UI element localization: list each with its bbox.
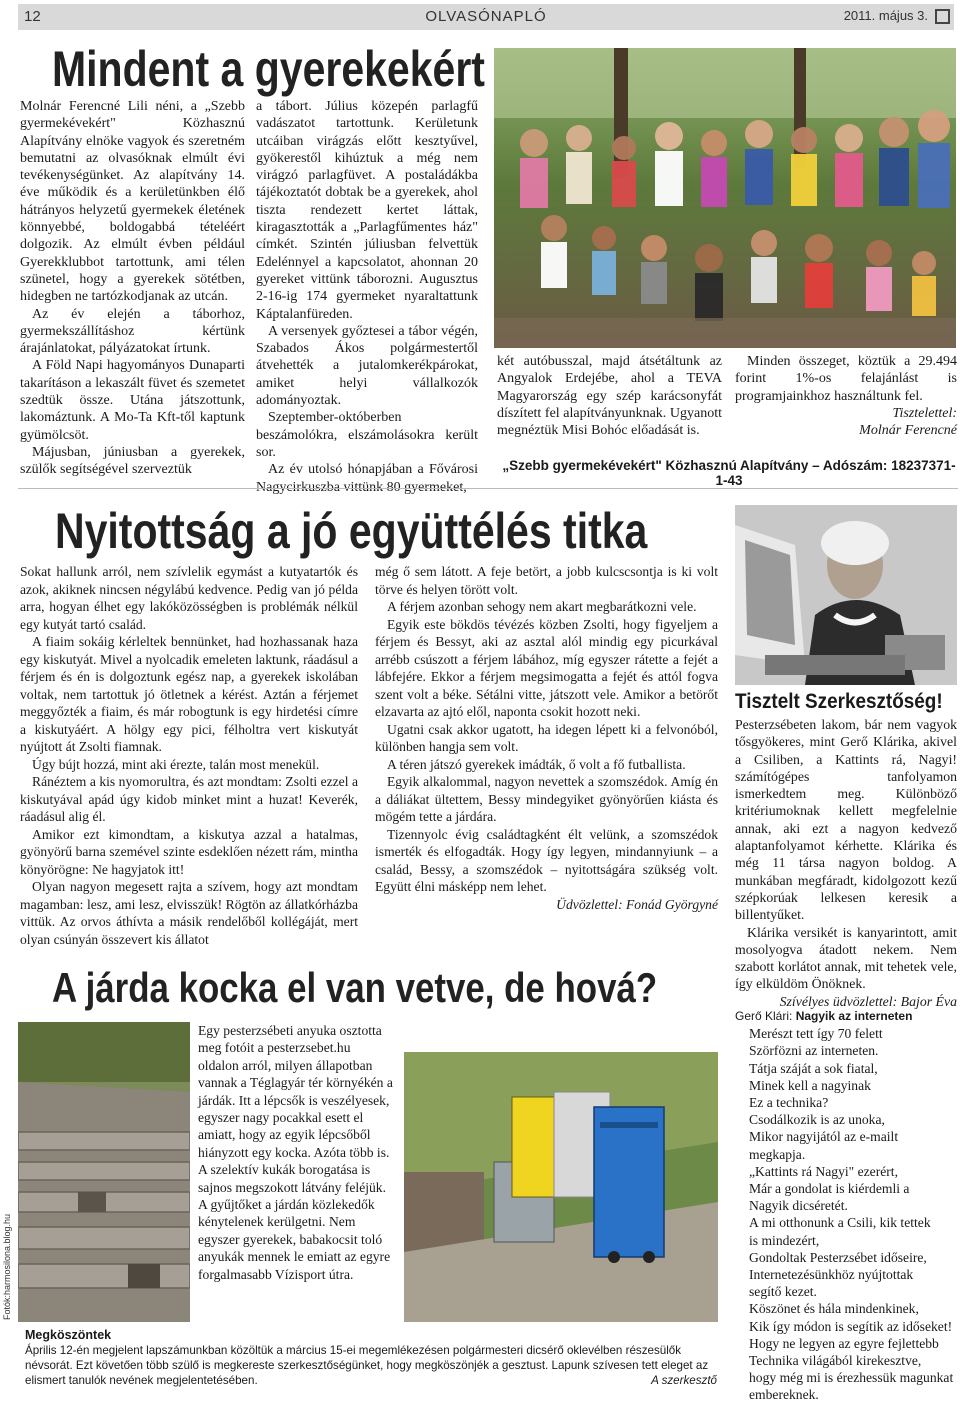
page-number: 12 <box>24 8 41 25</box>
poem-line: is mindezért, <box>749 1232 820 1248</box>
elderly-woman-computer-photo <box>735 505 957 685</box>
article2-paragraph: Ránéztem a kis nyomorultra, és azt mondtam: Zsolti ezzel a kiskutyával apád úgy kidob minket mint a huzat! Keverék, ráadásul alig él. <box>20 774 358 824</box>
poem-line: Ez a technika? <box>749 1095 829 1111</box>
poem-line: „Kattints rá Nagyi" ezerért, <box>749 1163 898 1179</box>
article2-signature: Üdvözlettel: Fonád Györgyné <box>556 896 718 912</box>
article1-signature-line1: Tisztelettel: <box>892 405 957 421</box>
thanks-box <box>25 1328 717 1388</box>
section-divider <box>18 488 958 489</box>
article1-col4 <box>735 353 957 439</box>
article1-paragraph: A Föld Napi hagyományos Dunaparti takarításon a lekaszált füvet és szemetet szedtük össze. Utána játszottunk, lakomáztunk. A Mo-Ta Kft-től kaptunk gyümölcsöt. <box>20 358 245 443</box>
article1-paragraph: Minden összeget, köztük a 29.494 forint 1%-os felajánlást is programjainkhoz használtunk fel. <box>735 354 957 404</box>
article2-paragraph: még ő sem látott. A feje betört, a jobb kulcscsontja is ki volt törve és helyen törött volt. <box>375 564 718 597</box>
poem-line: Nagyik dicséretét. <box>749 1198 848 1214</box>
poem-line: Szörfözni az interneten. <box>749 1043 879 1059</box>
letter-headline: Tisztelt Szerkesztőség! <box>735 690 943 713</box>
article1-col1 <box>20 98 245 479</box>
article3-body <box>198 1022 394 1283</box>
article2-paragraph: Olyan nagyon megesett rajta a szívem, hogy azt mondtam magamban: lesz, ami lesz, elvisszük! Rögtön az állatkórházba vittük. Az orvos áthívta a másik rendelőből kollégáját, mert olyan csúnyán összevert kis állatot <box>20 879 358 947</box>
foundation-tax-number: „Szebb gyermekévekért" Közhasznú Alapítvány – Adószám: 18237371-1-43 <box>502 458 956 488</box>
corner-square-icon <box>935 9 950 24</box>
broken-stairs-photo <box>18 1022 190 1322</box>
poem-block <box>735 1008 957 1404</box>
poem-line: Mikor nagyijától az e-mailt <box>749 1129 899 1145</box>
poem-line: Csodálkozik is az unoka, <box>749 1112 885 1128</box>
poem-line: segítő kezet. <box>749 1284 817 1300</box>
article1-paragraph: Szeptember-októberben beszámolókra, elszámolásokra került sor. <box>256 410 478 460</box>
article1-signature-line2: Molnár Ferencné <box>859 423 957 439</box>
article1-paragraph: két autóbusszal, majd átsétáltunk az Angyalok Erdejébe, ahol a TEVA Magyarország egy szép karácsonyfát díszített fel alapítványunknak. Ugyanott megnéztük Misi Bohóc előadását is. <box>497 354 722 439</box>
article2-paragraph: Egyik este bökdös tévézés közben Zsolti, hogy figyeljem a férjem és Bessyt, aki az asztal alól mindig egy picurkával arrébb csúszott a férjem lábához, míg egyszer rátette a fejét a lábfejére. Ekkor a férjem megsimogatta a fejét és attól fogva szent volt a béke. Sétálni vitte, játszott vele. Amikor a betörőt elzavarta az ajtó elől, naponta csokit hozott neki. <box>375 616 718 719</box>
recycling-bins-photo <box>404 1052 718 1322</box>
publication-title: OLVASÓNAPLÓ <box>425 8 547 25</box>
article2-paragraph: Úgy bújt hozzá, mint aki érezte, talán most menekül. <box>32 756 320 772</box>
poem-line: Minek kell a nagyinak <box>749 1077 871 1093</box>
poem-line: Technika világából kirekesztve, <box>749 1353 922 1369</box>
poem-line: Gondoltak Pesterzsébet időseire, <box>749 1249 927 1265</box>
article2-col2 <box>375 563 718 913</box>
article2-paragraph: Sokat hallunk arról, nem szívlelik egymást a kutyatartók és azok, akiknek nincsen négylábú kedvence. Pedig van jó példa arra, hogyan élhet egy lakóközösségben is problémák nélkül egy kutyát tartó család. <box>20 564 358 632</box>
article3-paragraph: Egy pesterzsébeti anyuka osztotta meg fotóit a pesterzsebet.hu oldalon arról, milyen állapotban vannak a Téglagyár tér környékén a járdák. Itt a lépcsők is veszélyesek, egyszer nagy pocakkal esett el amiatt, hogy az egyik lépcsőből hiányzott egy kocka. Azóta több is. A szelektív kukák borogatása is sajnos megszokott látvány feléjük. A gyűjtőket a járdán közlekedők kénytelenek kerülgetni. Nem egyszer gyerekek, babakocsit toló anyukák mennek le emiatt az egyre forgalmasabb Vízisport útra. <box>198 1023 393 1282</box>
article2-paragraph: Amikor ezt kimondtam, a kiskutya azzal a hatalmas, gyönyörű barna szemével szinte esdeklően nézett rám, mintha könyörögne: Ne hagyjatok itt! <box>20 826 358 877</box>
poem-line: Köszönet és hála mindenkinek, <box>749 1301 919 1317</box>
article3-headline: A járda kocka el van vetve, de hová? <box>52 964 658 1011</box>
poem-heading <box>735 1008 957 1025</box>
poem-line: A mi otthonunk a Csili, kik tettek <box>749 1215 931 1231</box>
article1-paragraph: Az év utolsó hónapjában a Fővárosi <box>268 462 478 478</box>
page-header <box>18 4 954 30</box>
article1-paragraph: a tábort. Július közepén parlagfű vadászatot tartottunk. Kerületunk utcáiban virágzás előtt kesztyűvel, gyökerestől kihúztuk a még nem virágzó parlagfüvet. A postaládákba tájékoztatót dobtak be a gyerekek, ahol tiszta rendezett kertet láttak, kiragasztották a „Parlagfűmentes ház" címkét. Szintén júliusban felvettük Edelénnyel a kapcsolatot, ahonnan 20 gyereket vittünk táborozni. Augusztus 2-16-ig 174 gyermeket nyaraltattunk Káptalanfüreden. <box>256 99 478 322</box>
poem-title: Nagyik az interneten <box>795 1009 913 1023</box>
article1-headline: Mindent a gyerekekért <box>52 41 485 97</box>
article1-paragraph: Az év elején a táborhoz, gyermekszállításhoz kértünk árajánlatokat, pályázatokat írtunk. <box>20 306 245 357</box>
poem-line: Már a gondolat is kiérdemli a <box>749 1181 910 1197</box>
article1-paragraph: Májusban, júniusban a gyerekek, szülők segítségével szerveztük <box>20 444 245 478</box>
poem-line: Tátja száját a sok fiatal, <box>749 1060 878 1076</box>
article1-paragraph: A versenyek győztesei a tábor végén, Szabados Ákos polgármestertől átvehették a jutalomkerékpárokat, amiket helyi vállalkozók adományoztak. <box>256 323 478 409</box>
poem-line: megkapja. <box>749 1146 806 1162</box>
letter-paragraph: Klárika versikét is kanyarintott, amit mosolyogva átadott nekem. Nem szabott korlátot annak, mit tehetek vele, így elküldöm Önöknek. <box>735 924 957 992</box>
poem-author: Gerő Klári: <box>735 1009 793 1023</box>
article2-paragraph: Egyik alkalommal, nagyon nevettek a szomszédok. Amíg én a dáliákat ültettem, Bessy mindegyiket gyönyörűen kiásta és mögém tette a járdára. <box>375 774 718 824</box>
poem-lines <box>735 1025 957 1403</box>
article2-paragraph: A férjem azonban sehogy nem akart megbarátkozni vele. <box>387 599 697 614</box>
thanks-body: Április 12-én megjelent lapszámunkban közöltük a március 15-ei megemlékezésen polgármesteri dicsérő oklevélben részesülők névsorát. Ezt követően több szülő is megkereste szerkesztőségünket, hogy megköszönjék a gesztust. Lapunk szívesen tett eleget az elismert tanulók nevének megjelentetésében. <box>25 1344 709 1387</box>
article2-col1 <box>20 563 358 948</box>
thanks-signature: A szerkesztő <box>651 1374 717 1387</box>
article1-paragraph: Molnár Ferencné Lili néni, a „Szebb gyermekévekért" Közhasznú Alapítvány elnöke vagyok és szeretném bemutatni az olvasóknak elmúlt évi tevékenységünket. Az alapítvány 14. éve működik és a kerületünkben élő hátrányos helyzetű gyermekek életének könnyebbé, boldogabbá tételéért dolgozik. Az elmúlt évben például Gyerekklubbot tartottunk, ami télen szünetel, hogy a gyerekek sötétben, hidegben ne tartózkodjanak az utcán. <box>20 99 245 305</box>
article2-paragraph: Tizennyolc évig családtagként élt velünk, a szomszédok ismerték és elfogadták. Hogy így legyen, mindannyiunk – a család, Bessy, a szomszédok – nyitottságára szükség volt. Együtt élni másképp nem lehet. <box>375 826 718 894</box>
letter-paragraph: Pesterzsébeten lakom, bár nem vagyok tősgyökeres, mint Gerő Klárika, akivel a Csiliben, a Kattints rá, Nagyi! számítógépes tanfolyamon ismerkedtem meg. Különböző kritériumoknak kellett megfelelnie annak, aki ezt a nagyon kedvező alaptanfolyamot kérhette. Klárika és még 11 társa nagyon boldog. A munkában megfáradt, kidolgozott kezű szépkorúak lelkesen keresik a billentyűket. <box>735 717 957 923</box>
poem-line: Internetezésünkhöz nyújtottak <box>749 1267 914 1283</box>
article2-paragraph: A téren játszó gyerekek imádták, ő volt a fő futballista. <box>387 756 686 772</box>
children-group-photo <box>494 48 956 348</box>
letter-body <box>735 716 957 1010</box>
poem-line: Merészt tett így 70 felett <box>749 1026 883 1042</box>
photo-credit: Fotók:harmosilona.blog.hu <box>2 1213 12 1320</box>
thanks-title: Megköszöntek <box>25 1328 112 1342</box>
article1-col2 <box>256 98 478 496</box>
letter-signature: Szívélyes üdvözlettel: Bajor Éva <box>779 993 957 1009</box>
poem-line: Kik így módon is segítik az időseket! <box>749 1318 953 1334</box>
poem-line: hogy még mi is érezhessük magunkat embereknek. <box>749 1370 954 1403</box>
article2-paragraph: Ugatni csak akkor ugatott, ha idegen lépett ki a felvonóból, különben hangja sem volt. <box>375 721 718 754</box>
article2-headline: Nyitottság a jó együttélés titka <box>55 503 648 559</box>
article1-col3 <box>497 353 722 439</box>
poem-line: Hogy ne legyen az egyre fejlettebb <box>749 1335 939 1351</box>
article2-paragraph: A fiaim sokáig kérleltek bennünket, had hozhassanak haza egy kiskutyát. Mivel a nyolcadik emeleten laktunk, ráadásul a férjem és én is dolgoztunk egész nap, a gyerekek iskolában voltak, nem tartottuk jó ötletnek a kérést. Aztán a férjemet meggyőzték a fiaim, és már robogtunk is egy hirdetési címre a kiskutyáért. A hölgy egy pici, félholtra vert kiskutyát nyújtott át Zsolti fiamnak. <box>20 634 358 754</box>
issue-date: 2011. május 3. <box>843 8 928 23</box>
